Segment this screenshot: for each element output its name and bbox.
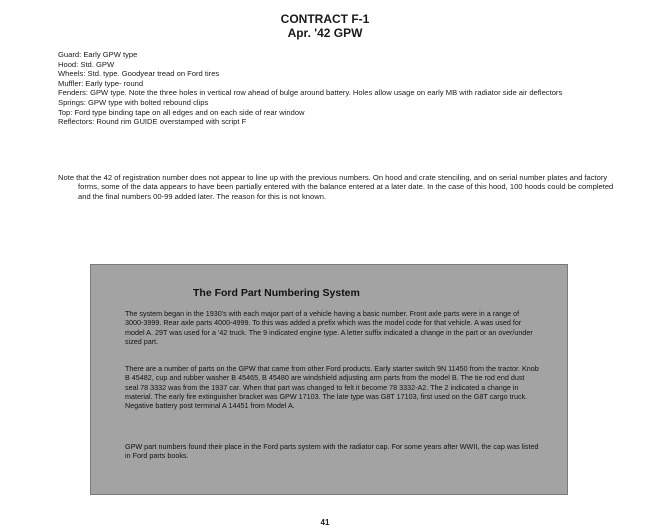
spec-guard: Guard: Early GPW type <box>58 50 138 59</box>
spec-fenders: Fenders: GPW type. Note the three holes in vertical row ahead of bulge around battery. Holes allow usage on early MB with radiator side air deflectors <box>58 88 563 98</box>
sidebar-paragraph: There are a number of parts on the GPW that came from other Ford products. Early starter switch 9N 11450 from the tractor. Knob B 45482, cup and rubber washer B 45465, B 45480 are windshield adjusting arm parts from the model B. The tie rod end dust seal 78 3332 was from the 1937 car. When that part was changed to felt it become 78 3332-A2. The 2 indicated a change in material. The early fire extinguisher bracket was GPW 17103. The late type was G8T 17103, first used on the G8T cargo truck. Negative battery post terminal A 14451 from Model A. <box>125 364 539 411</box>
spec-wheels: Wheels: Std. type. Goodyear tread on Ford tires <box>58 69 220 79</box>
spec-top: Top: Ford type binding tape on all edges and on each side of rear window <box>58 107 305 117</box>
spec-list <box>58 50 618 127</box>
sidebar-paragraph: The system began in the 1930's with each major part of a vehicle having a basic number. Front axle parts were in a range of 3000-3999. Rear axle parts 4000-4999. To this was added a prefix which was the model code for that vehicle. A was used for model A. 29T was used for a '42 truck. The 9 indicated engine type. A letter suffix indicated a change in the part or an over/under sized part. <box>125 309 533 346</box>
registration-note: Note that the 42 of registration number does not appear to line up with the previous numbers. On hood and crate stenciling, and on serial number plates and factory forms, some of the data appears to have been partially entered with the balance entered at a later date. In the case of this hood, 100 hoods could be completed and the final numbers 00-99 added later. The reason for this is not known. <box>58 172 614 201</box>
spec-springs: Springs: GPW type with bolted rebound clips <box>58 97 209 107</box>
page-subtitle: Apr. '42 GPW <box>287 26 363 40</box>
spec-hood: Hood: Std. GPW <box>58 59 115 69</box>
spec-muffler: Muffler: Early type- round <box>58 78 144 88</box>
spec-reflectors: Reflectors: Round rim GUIDE overstamped with script F <box>58 117 247 127</box>
sidebar-paragraph: GPW part numbers found their place in the Ford parts system with the radiator cap. For some years after WWII, the cap was listed in Ford parts books. <box>125 442 539 461</box>
sidebar-title: The Ford Part Numbering System <box>193 287 360 299</box>
page-number: 41 <box>320 518 330 527</box>
page-title: CONTRACT F-1 <box>280 12 370 26</box>
sidebar-box <box>90 264 568 495</box>
